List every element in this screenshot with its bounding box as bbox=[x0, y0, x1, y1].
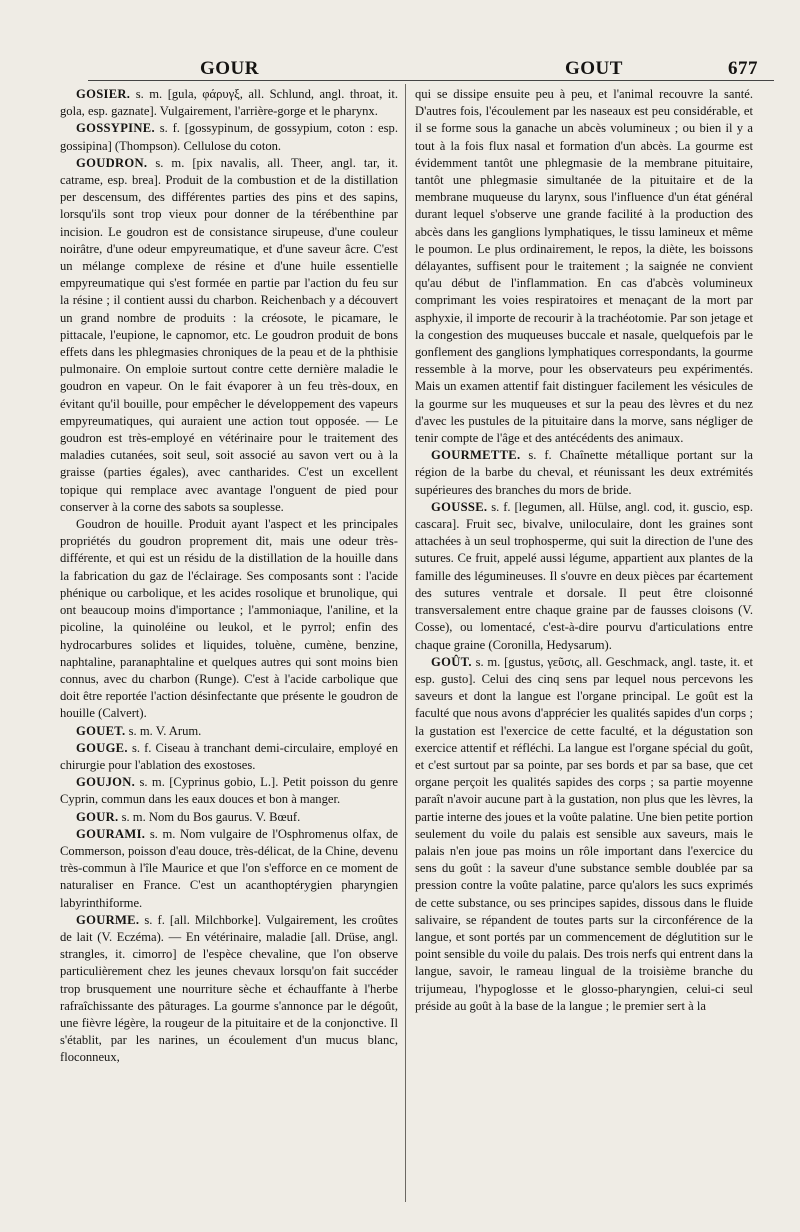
dictionary-entry bbox=[60, 516, 398, 722]
entry-text: Goudron de houille. Produit ayant l'aspect et les principales propriétés du goudron proprement dit, mais une odeur très-différente, et qui est un résidu de la distillation de la houille dans la fabrication du gaz de l'éclairage. Ses composants sont : l'acide phénique ou carbolique, et les acides rosolique et brunolique, qui ont beaucoup moins d'importance ; l'ammoniaque, l'aniline, et la picoline, la quinoléine ou leukol, et le pyrrol; enfin des hydrocarbures solides et liquides, toluène, cumène, benzine, naphtaline, paranaphtaline et quelques autres qui sont moins bien connus, avec du charbon (Runge). C'est à l'acide carbolique que doit être reportée l'action désinfectante que présente le goudron de houille (Calvert). bbox=[60, 517, 398, 721]
entry-text: qui se dissipe ensuite peu à peu, et l'animal recouvre la santé. D'autres fois, l'écoulement par les naseaux est peu considérable, et il se forme sous la ganache un abcès volumineux ; ou bien il y a tout à la fois flux nasal et formation d'un abcès. La gourme est évidemment tantôt une phlegmasie de la membrane pituitaire, tantôt une phlegmasie simultanée de la pituitaire et de la membrane muqueuse du larynx, sous l'influence d'un état général durant lequel s'observe une grande facilité à la production des abcès dans les ganglions lymphatiques, le tissu lamineux et même le poumon. Le plus ordinairement, le repos, la diète, les boissons délayantes, suffisent pour le traitement ; la saignée ne convient qu'au début de l'inflammation. En cas d'abcès volumineux comprimant les voies respiratoires et menaçant de la mort par asphyxie, il importe de recourir à la trachéotomie. Par son jetage et la congestion des muqueuses buccale et nasale, quelquefois par le gonflement des ganglions lymphatiques correspondants, la gourme ressemble à la morve, pour les observateurs peu expérimentés. Mais un examen attentif fait distinguer facilement les vésicules de la gourme sur les muqueuses et sur la peau des lèvres et du nez d'avec les pustules de la pituitaire dans la morve, sans négliger de tenir compte de l'âge et des antécédents des animaux. bbox=[415, 87, 753, 446]
entry-headword: GOUR. bbox=[76, 809, 119, 824]
dictionary-entry bbox=[415, 654, 753, 1015]
dictionary-entry bbox=[60, 120, 398, 154]
dictionary-entry bbox=[60, 809, 398, 826]
entry-headword: GOUJON. bbox=[76, 775, 136, 790]
entry-text: s. f. [legumen, all. Hülse, angl. cod, it. guscio, esp. cascara]. Fruit sec, bivalve, uniloculaire, dont les graines sont attachées à un seul trophosperme, qui suit la direction de l'une des sutures. Ce fruit, appelé aussi légume, appartient aux plantes de la famille des légumineuses. Il s'ouvre en deux pièces par écartement des sutures ventrale et dorsale. Il peut être cloisonné transversalement entre chaque graine par de fausses cloisons (V. Cosse), ou lomentacé, c'est-à-dire pourvu d'articulations entre chaque graine (Coronilla, Hedysarum). bbox=[415, 499, 753, 652]
entry-text: s. m. [gula, φάρυγξ, all. Schlund, angl. throat, it. gola, esp. gaznate]. Vulgairement, l'arrière-gorge et le pharynx. bbox=[60, 87, 398, 119]
dictionary-entry bbox=[415, 499, 753, 654]
running-header bbox=[0, 58, 800, 82]
entry-text: s. m. Nom du Bos gaurus. V. Bœuf. bbox=[121, 809, 301, 824]
entry-text: s. m. [Cyprinus gobio, L.]. Petit poisson du genre Cyprin, commun dans les eaux douces et bon à manger. bbox=[60, 775, 398, 807]
entry-headword: GOURAMI. bbox=[76, 826, 146, 841]
entry-text: s. m. [gustus, γεῦσις, all. Geschmack, angl. taste, it. et esp. gusto]. Celui des cinq sens par lequel nous percevons les saveurs et dont la langue est l'organe principal. Le goût est la faculté que nous avons d'apprécier les qualités sapides d'un corps ; la gustation est l'exercice de cette faculté, et la dégustation son exercice attentif et réfléchi. La langue est l'organe spécial du goût, et c'est surtout par sa pointe, par ses bords et par sa base, que cet organe perçoit les qualités sapides des corps ; sa partie moyenne paraît n'avoir aucune part à la gustation, non plus que les lèvres, la partie interne des joues et la voûte palatine. Une bien petite portion seulement du voile du palais est sensible aux saveurs, mais le palais n'en joue pas moins un rôle important dans l'exercice du sens du goût : la saveur d'une substance semble doublée par sa pression contre la voûte palatine, parce qu'alors les sucs exprimés de cette substance, ou ses principes sapides, dissous dans le fluide salivaire, se répandent de toutes parts sur la circonférence de la langue, et sont portés par un commencement de déglutition sur le point sensible du voile du palais. Des trois nerfs qui entrent dans la langue, savoir, le rameau lingual de la troisième branche du trijumeau, l'hypoglosse et le glosso-pharyngien, celui-ci seul préside au goût à la base de la langue ; le premier sert à la bbox=[415, 654, 753, 1013]
entry-text: s. f. [all. Milchborke]. Vulgairement, les croûtes de lait (V. Eczéma). — En vétérinaire, maladie [all. Drüse, angl. strangles, it. cimorro] de l'espèce chevaline, que l'on observe particulièrement chez les jeunes chevaux lorsqu'on fait succéder trop brusquement une nourriture sèche et échauffante à l'herbe rafraîchissante des pâturages. La gourme s'annonce par le dégoût, une fièvre légère, la rougeur de la pituitaire et de la conjonctive. Il s'établit, par les narines, un écoulement d'un mucus blanc, floconneux, bbox=[60, 912, 398, 1065]
entry-headword: GOURMETTE. bbox=[431, 448, 521, 463]
entry-headword: GOUDRON. bbox=[76, 155, 148, 170]
right-column bbox=[415, 86, 753, 1015]
entry-text: s. f. Chaînette métallique portant sur la région de la barbe du cheval, et réunissant les deux extrémités supérieures des branches du mors de bride. bbox=[415, 448, 753, 497]
dictionary-entry bbox=[60, 740, 398, 774]
entry-text: s. m. [pix navalis, all. Theer, angl. tar, it. catrame, esp. brea]. Produit de la combustion et de la distillation per descensum, des différentes parties des pins et des sapins, lorsqu'ils sont trop vieux pour donner de la térébenthine par incision. Le goudron est de consistance sirupeuse, d'une couleur noirâtre, d'une odeur empyreumatique, et d'une saveur âcre. C'est un mélange complexe de résine et d'une huile essentielle empyreumatique qui s'est formée en partie par l'action du feu sur la résine ; il contient aussi du charbon. Reichenbach y a découvert un grand nombre de produits : la créosote, le picamare, le pittacale, l'eupione, le capnomor, etc. Le goudron produit de bons effets dans les phlegmasies chroniques de la peau et de la phthisie pulmonaire. On emploie surtout contre cette dernière maladie le goudron en vapeur. On le fait évaporer à un feu très-doux, en évitant qu'il bouille, pour empêcher le développement des vapeurs empyreumatiques, qui auraient une action tout opposée. — Le goudron est très-employé en vétérinaire pour le traitement des maladies cutanées, soit seul, soit associé au savon vert ou à la graisse (parties égales), avec cantharides. C'est un excellent topique qui remplace avec avantage l'onguent de pied pour conserver à la corne des sabots sa souplesse. bbox=[60, 155, 398, 514]
entry-text: s. f. Ciseau à tranchant demi-circulaire, employé en chirurgie pour l'ablation des exostoses. bbox=[60, 740, 398, 772]
column-divider bbox=[405, 84, 406, 1202]
entry-headword: GOSIER. bbox=[76, 87, 131, 101]
dictionary-entry bbox=[60, 155, 398, 516]
dictionary-entry bbox=[60, 826, 398, 912]
entry-text: s. f. [gossypinum, de gossypium, coton : esp. gossipina] (Thompson). Cellulose du coton. bbox=[60, 121, 398, 153]
entry-headword: GOÛT. bbox=[431, 654, 472, 669]
dictionary-entry bbox=[415, 447, 753, 499]
dictionary-entry bbox=[60, 86, 398, 120]
dictionary-entry bbox=[415, 86, 753, 447]
dictionary-entry bbox=[60, 723, 398, 740]
entry-text: s. m. V. Arum. bbox=[128, 723, 202, 738]
header-rule bbox=[88, 80, 774, 81]
dictionary-entry bbox=[60, 912, 398, 1067]
right-running-title: GOUT bbox=[565, 58, 623, 79]
entry-headword: GOURME. bbox=[76, 912, 140, 927]
entry-headword: GOUET. bbox=[76, 723, 126, 738]
left-running-title: GOUR bbox=[200, 58, 259, 79]
entry-headword: GOUGE. bbox=[76, 740, 128, 755]
page-number: 677 bbox=[728, 58, 758, 79]
entry-headword: GOSSYPINE. bbox=[76, 121, 155, 136]
entry-text: s. m. Nom vulgaire de l'Osphromenus olfax, de Commerson, poisson d'eau douce, très-délicat, de la Chine, devenu très-commun à l'île Maurice et que l'on s'efforce en ce moment de naturaliser en France. C'est un acanthoptérygien pharyngien labyrinthiforme. bbox=[60, 826, 398, 910]
entry-headword: GOUSSE. bbox=[431, 499, 488, 514]
left-column bbox=[60, 86, 398, 1067]
dictionary-entry bbox=[60, 774, 398, 808]
